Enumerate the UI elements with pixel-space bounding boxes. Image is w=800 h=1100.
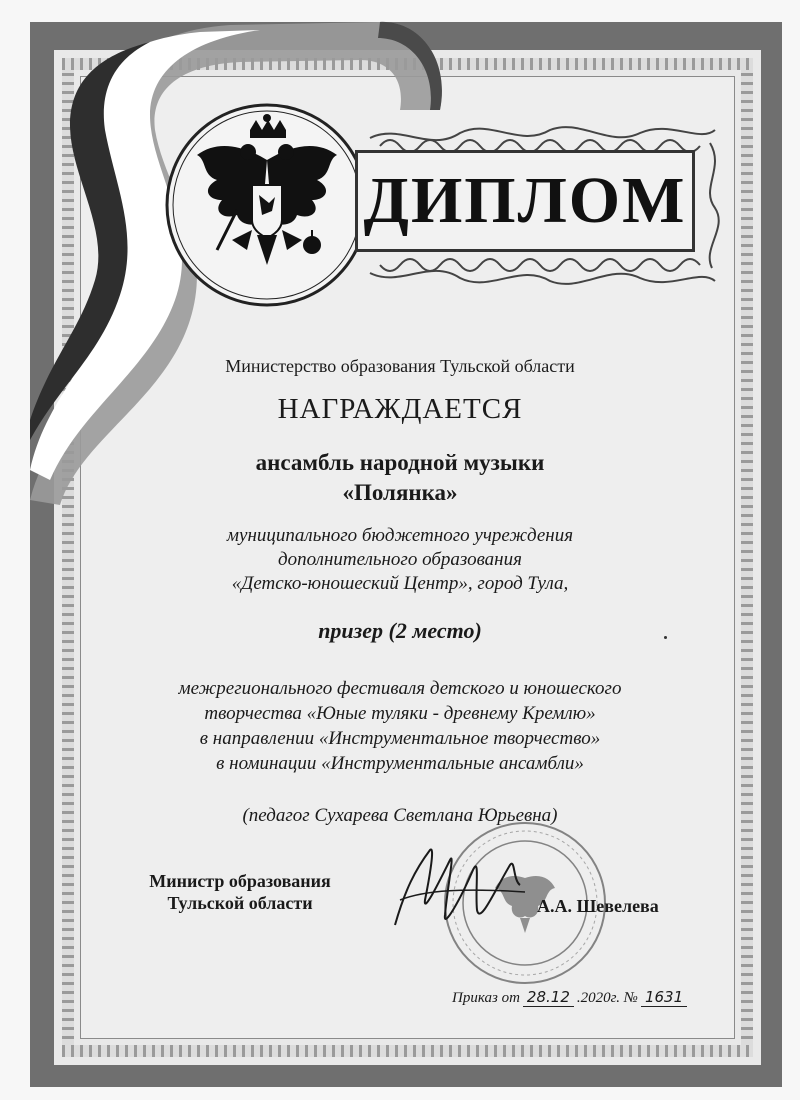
teacher-name: (педагог Сухарева Светлана Юрьевна) — [242, 805, 558, 826]
festival-line: творчества «Юные туляки - древнему Кремлю» — [204, 703, 596, 724]
order-year: .2020г. № — [576, 990, 638, 1006]
order-prefix: Приказ от — [452, 990, 520, 1006]
awarded-heading: НАГРАЖДАЕТСЯ — [277, 393, 523, 425]
minister-name: А.А. Шевелева — [537, 896, 659, 916]
festival-line: в направлении «Инструментальное творчество» — [199, 728, 601, 749]
institution-line: муниципального бюджетного учреждения — [226, 525, 574, 546]
ensemble-line: «Полянка» — [342, 480, 458, 505]
festival-description — [100, 676, 700, 776]
minister-title-line: Министр образования — [149, 871, 331, 891]
institution-line: «Детско-юношеский Центр», город Тула, — [231, 573, 569, 594]
institution — [100, 524, 700, 596]
festival-line: в номинации «Инструментальные ансамбли» — [216, 753, 584, 774]
prize-place: призер (2 место) — [318, 618, 482, 643]
ensemble-name — [100, 448, 700, 508]
minister-title-line: Тульской области — [167, 893, 313, 913]
order-date: 28.12 — [523, 988, 574, 1007]
issuing-ministry: Министерство образования Тульской области — [225, 356, 575, 376]
minister-title — [120, 870, 360, 914]
order-reference — [452, 988, 687, 1007]
order-number: 1631 — [641, 988, 687, 1007]
festival-line: межрегионального фестиваля детского и юношеского — [178, 678, 622, 699]
stray-dot — [664, 636, 667, 639]
ensemble-line: ансамбль народной музыки — [255, 450, 545, 475]
diploma-title: ДИПЛОМ — [363, 164, 687, 237]
title-plate — [355, 150, 695, 252]
signature-icon — [385, 830, 535, 940]
institution-line: дополнительного образования — [278, 549, 522, 570]
